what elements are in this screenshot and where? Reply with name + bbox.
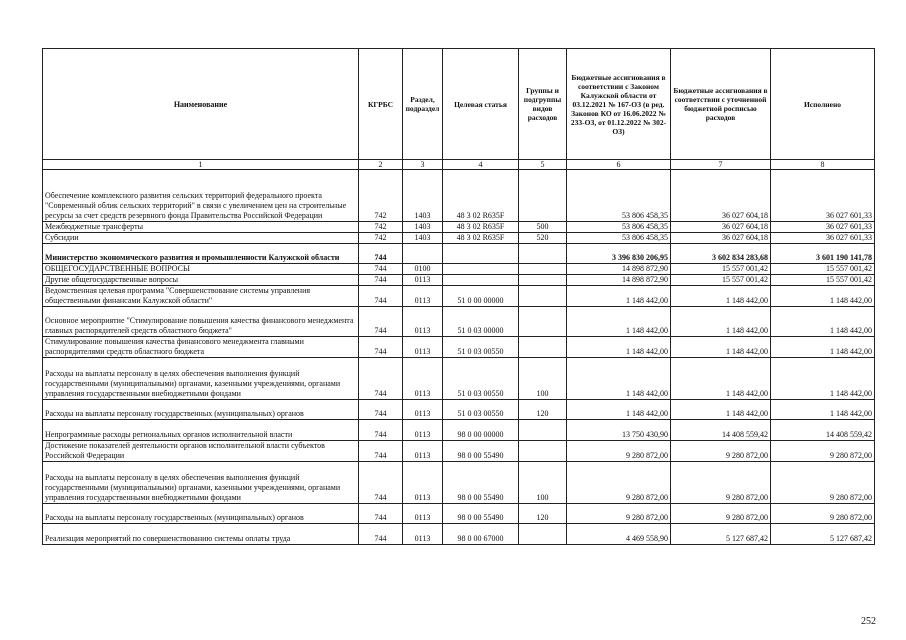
cell-section — [403, 244, 443, 264]
table-row — [43, 337, 875, 358]
cell-name: Обеспечение комплексного развития сельских территорий федерального проекта "Современный облик сельских территорий" в связи с увеличением цен на строительные ресурсы за счет средств резервного фонда Правительства Российской Федерации — [43, 170, 359, 222]
cell-target-article — [443, 275, 519, 286]
cell-expense-group — [519, 420, 567, 441]
cell-law-allocations: 1 148 442,00 — [567, 286, 671, 307]
cell-expense-group: 520 — [519, 233, 567, 244]
header-name: Наименование — [43, 49, 359, 160]
header-expense-group: Группы и подгруппы видов расходов — [519, 49, 567, 160]
cell-section: 1403 — [403, 170, 443, 222]
column-number-row — [43, 160, 875, 170]
cell-refined-allocations: 14 408 559,42 — [671, 420, 771, 441]
cell-law-allocations: 1 148 442,00 — [567, 307, 671, 337]
cell-refined-allocations: 3 602 834 283,68 — [671, 244, 771, 264]
cell-law-allocations: 14 898 872,90 — [567, 275, 671, 286]
cell-executed: 36 027 601,33 — [771, 233, 875, 244]
cell-executed: 1 148 442,00 — [771, 358, 875, 400]
cell-target-article — [443, 264, 519, 275]
column-number: 6 — [567, 160, 671, 170]
cell-executed: 5 127 687,42 — [771, 524, 875, 545]
cell-expense-group — [519, 441, 567, 462]
cell-name: Стимулирование повышения качества финансового менеджмента главными распорядителями средств областного бюджета — [43, 337, 359, 358]
cell-law-allocations: 4 469 558,90 — [567, 524, 671, 545]
cell-law-allocations: 9 280 872,00 — [567, 462, 671, 504]
cell-executed: 1 148 442,00 — [771, 400, 875, 420]
table-row — [43, 358, 875, 400]
cell-name: Расходы на выплаты персоналу в целях обеспечения выполнения функций государственными (муниципальными) органами, казенными учреждениями, органами управления государственными внебюджетными фондами — [43, 358, 359, 400]
cell-executed: 9 280 872,00 — [771, 441, 875, 462]
cell-expense-group — [519, 524, 567, 545]
cell-refined-allocations: 1 148 442,00 — [671, 337, 771, 358]
cell-kgrbs: 744 — [359, 441, 403, 462]
table-row — [43, 524, 875, 545]
table-row — [43, 441, 875, 462]
cell-kgrbs: 744 — [359, 307, 403, 337]
column-number: 4 — [443, 160, 519, 170]
cell-target-article: 98 0 00 67000 — [443, 524, 519, 545]
cell-law-allocations: 1 148 442,00 — [567, 337, 671, 358]
cell-law-allocations: 13 750 430,90 — [567, 420, 671, 441]
cell-kgrbs: 744 — [359, 337, 403, 358]
cell-refined-allocations: 15 557 001,42 — [671, 275, 771, 286]
table-row — [43, 233, 875, 244]
cell-name: Достижение показателей деятельности органов исполнительной власти субъектов Российской Федерации — [43, 441, 359, 462]
cell-executed: 1 148 442,00 — [771, 337, 875, 358]
cell-executed: 9 280 872,00 — [771, 462, 875, 504]
cell-section: 1403 — [403, 222, 443, 233]
cell-target-article: 48 3 02 R635F — [443, 170, 519, 222]
cell-executed: 9 280 872,00 — [771, 504, 875, 524]
cell-executed: 1 148 442,00 — [771, 286, 875, 307]
cell-expense-group — [519, 337, 567, 358]
table-row — [43, 307, 875, 337]
cell-expense-group: 500 — [519, 222, 567, 233]
cell-expense-group — [519, 170, 567, 222]
cell-kgrbs: 744 — [359, 358, 403, 400]
cell-kgrbs: 744 — [359, 504, 403, 524]
cell-refined-allocations: 9 280 872,00 — [671, 441, 771, 462]
cell-refined-allocations: 5 127 687,42 — [671, 524, 771, 545]
header-refined-allocations: Бюджетные ассигнования в соответствии с уточненной бюджетной росписью расходов — [671, 49, 771, 160]
cell-section: 0113 — [403, 441, 443, 462]
cell-expense-group — [519, 264, 567, 275]
cell-refined-allocations: 1 148 442,00 — [671, 286, 771, 307]
cell-refined-allocations: 1 148 442,00 — [671, 358, 771, 400]
cell-target-article: 51 0 03 00000 — [443, 307, 519, 337]
budget-table — [42, 48, 875, 545]
cell-executed: 15 557 001,42 — [771, 275, 875, 286]
table-row — [43, 420, 875, 441]
cell-kgrbs: 744 — [359, 420, 403, 441]
table-row — [43, 275, 875, 286]
cell-law-allocations: 9 280 872,00 — [567, 441, 671, 462]
table-row — [43, 400, 875, 420]
cell-kgrbs: 744 — [359, 524, 403, 545]
table-row — [43, 244, 875, 264]
cell-section: 0113 — [403, 400, 443, 420]
cell-name: Расходы на выплаты персоналу государственных (муниципальных) органов — [43, 400, 359, 420]
cell-target-article: 51 0 03 00550 — [443, 400, 519, 420]
cell-law-allocations: 1 148 442,00 — [567, 400, 671, 420]
cell-refined-allocations: 36 027 604,18 — [671, 170, 771, 222]
cell-expense-group: 120 — [519, 504, 567, 524]
cell-kgrbs: 744 — [359, 264, 403, 275]
cell-kgrbs: 742 — [359, 170, 403, 222]
cell-kgrbs: 744 — [359, 400, 403, 420]
cell-section: 0113 — [403, 307, 443, 337]
column-number: 2 — [359, 160, 403, 170]
cell-name: Субсидии — [43, 233, 359, 244]
cell-expense-group — [519, 244, 567, 264]
cell-name: Расходы на выплаты персоналу государственных (муниципальных) органов — [43, 504, 359, 524]
cell-section: 0113 — [403, 286, 443, 307]
table-row — [43, 222, 875, 233]
cell-executed: 14 408 559,42 — [771, 420, 875, 441]
column-number: 7 — [671, 160, 771, 170]
cell-kgrbs: 744 — [359, 275, 403, 286]
cell-section: 0113 — [403, 524, 443, 545]
header-row — [43, 49, 875, 160]
cell-target-article: 51 0 03 00550 — [443, 358, 519, 400]
table-row — [43, 504, 875, 524]
cell-section: 0113 — [403, 420, 443, 441]
column-number: 3 — [403, 160, 443, 170]
cell-section: 0113 — [403, 462, 443, 504]
cell-section: 0113 — [403, 358, 443, 400]
cell-expense-group — [519, 286, 567, 307]
cell-target-article: 48 3 02 R635F — [443, 222, 519, 233]
cell-target-article: 51 0 03 00550 — [443, 337, 519, 358]
cell-target-article: 98 0 00 00000 — [443, 420, 519, 441]
column-number: 8 — [771, 160, 875, 170]
cell-name: Основное мероприятие "Стимулирование повышения качества финансового менеджмента главных распорядителей средств областного бюджета" — [43, 307, 359, 337]
cell-name: Межбюджетные трансферты — [43, 222, 359, 233]
cell-executed: 1 148 442,00 — [771, 307, 875, 337]
cell-kgrbs: 744 — [359, 286, 403, 307]
cell-expense-group — [519, 307, 567, 337]
cell-law-allocations: 53 806 458,35 — [567, 170, 671, 222]
cell-name: Министерство экономического развития и промышленности Калужской области — [43, 244, 359, 264]
cell-name: Другие общегосударственные вопросы — [43, 275, 359, 286]
cell-law-allocations: 14 898 872,90 — [567, 264, 671, 275]
cell-refined-allocations: 36 027 604,18 — [671, 222, 771, 233]
cell-law-allocations: 1 148 442,00 — [567, 358, 671, 400]
cell-name: Непрограммные расходы региональных органов исполнительной власти — [43, 420, 359, 441]
cell-target-article — [443, 244, 519, 264]
cell-refined-allocations: 36 027 604,18 — [671, 233, 771, 244]
cell-executed: 15 557 001,42 — [771, 264, 875, 275]
cell-section: 1403 — [403, 233, 443, 244]
cell-target-article: 98 0 00 55490 — [443, 504, 519, 524]
cell-law-allocations: 53 806 458,35 — [567, 222, 671, 233]
cell-name: Ведомственная целевая программа "Совершенствование системы управления общественными финансами Калужской области" — [43, 286, 359, 307]
column-number: 1 — [43, 160, 359, 170]
cell-section: 0113 — [403, 337, 443, 358]
cell-name: ОБЩЕГОСУДАРСТВЕННЫЕ ВОПРОСЫ — [43, 264, 359, 275]
cell-kgrbs: 744 — [359, 462, 403, 504]
cell-expense-group: 100 — [519, 358, 567, 400]
cell-law-allocations: 9 280 872,00 — [567, 504, 671, 524]
cell-name: Расходы на выплаты персоналу в целях обеспечения выполнения функций государственными (муниципальными) органами, казенными учреждениями, органами управления государственными внебюджетными фондами — [43, 462, 359, 504]
cell-refined-allocations: 9 280 872,00 — [671, 462, 771, 504]
cell-refined-allocations: 9 280 872,00 — [671, 504, 771, 524]
header-executed: Исполнено — [771, 49, 875, 160]
cell-executed: 3 601 190 141,78 — [771, 244, 875, 264]
cell-section: 0100 — [403, 264, 443, 275]
cell-law-allocations: 53 806 458,35 — [567, 233, 671, 244]
cell-kgrbs: 742 — [359, 222, 403, 233]
cell-kgrbs: 742 — [359, 233, 403, 244]
column-number: 5 — [519, 160, 567, 170]
cell-target-article: 51 0 00 00000 — [443, 286, 519, 307]
table-row — [43, 462, 875, 504]
header-kgrbs: КГРБС — [359, 49, 403, 160]
cell-target-article: 98 0 00 55490 — [443, 462, 519, 504]
cell-section: 0113 — [403, 504, 443, 524]
header-law-allocations: Бюджетные ассигнования в соответствии с Законом Калужской области от 03.12.2021 № 167-ОЗ (в ред. Законов КО от 16.06.2022 № 233-ОЗ, от 01.12.2022 № 302-ОЗ) — [567, 49, 671, 160]
cell-refined-allocations: 15 557 001,42 — [671, 264, 771, 275]
cell-name: Реализация мероприятий по совершенствованию системы оплаты труда — [43, 524, 359, 545]
page-number: 252 — [861, 616, 876, 627]
header-section: Раздел, подраздел — [403, 49, 443, 160]
table-row — [43, 264, 875, 275]
cell-refined-allocations: 1 148 442,00 — [671, 307, 771, 337]
cell-target-article: 48 3 02 R635F — [443, 233, 519, 244]
cell-expense-group — [519, 275, 567, 286]
cell-expense-group: 100 — [519, 462, 567, 504]
cell-section: 0113 — [403, 275, 443, 286]
cell-law-allocations: 3 396 830 206,95 — [567, 244, 671, 264]
cell-target-article: 98 0 00 55490 — [443, 441, 519, 462]
table-row — [43, 286, 875, 307]
cell-kgrbs: 744 — [359, 244, 403, 264]
cell-executed: 36 027 601,33 — [771, 170, 875, 222]
cell-refined-allocations: 1 148 442,00 — [671, 400, 771, 420]
cell-executed: 36 027 601,33 — [771, 222, 875, 233]
cell-expense-group: 120 — [519, 400, 567, 420]
table-row — [43, 170, 875, 222]
header-target-article: Целевая статья — [443, 49, 519, 160]
